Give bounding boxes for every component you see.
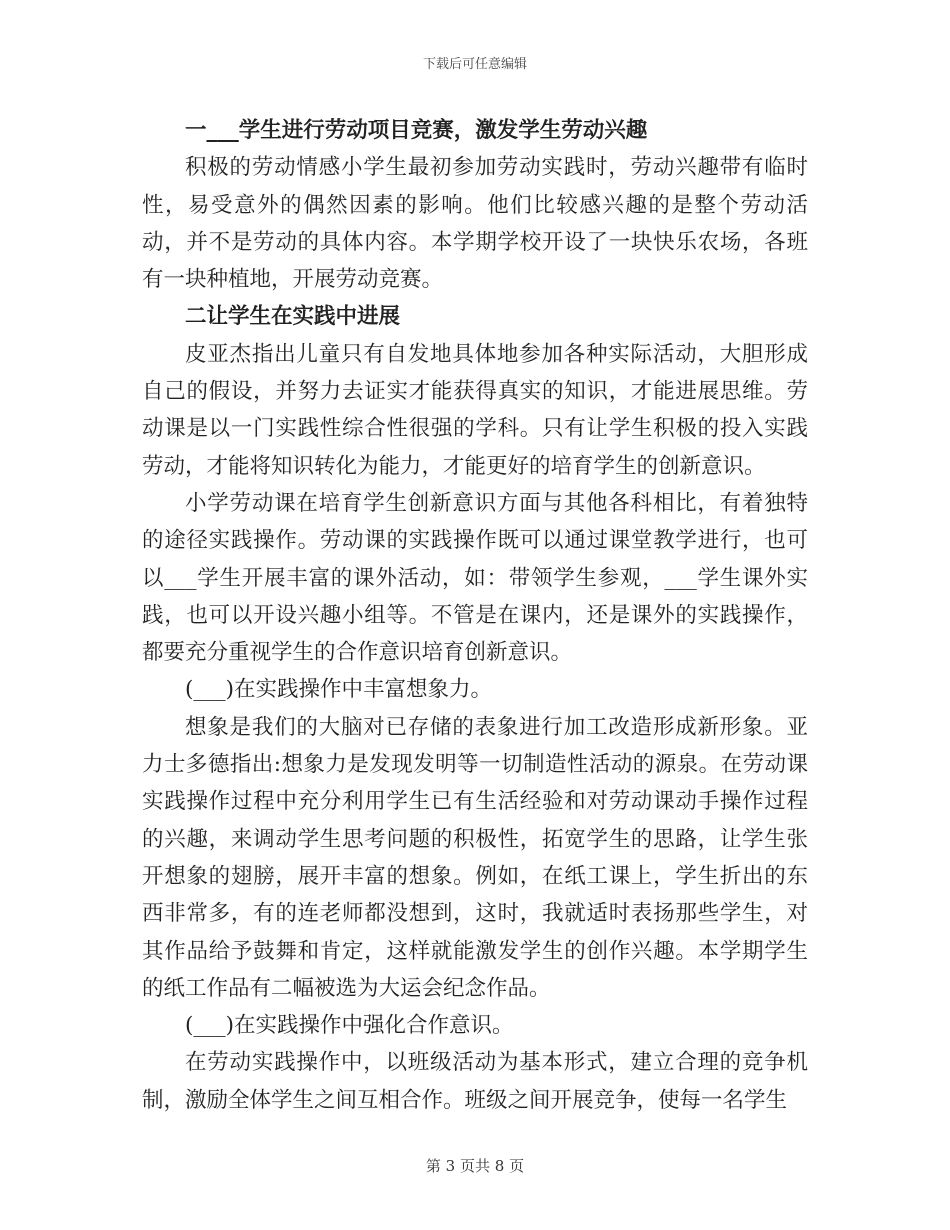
paragraph: 在劳动实践操作中，以班级活动为基本形式，建立合理的竞争机制，激励全体学生之间互相合作。班级之间开展竞争，使每一名学生 xyxy=(142,1050,808,1113)
document-body xyxy=(142,112,808,1119)
section-heading-1: 一___学生进行劳动项目竞赛，激发学生劳动兴趣 xyxy=(185,118,648,143)
paragraph: 小学劳动课在培育学生创新意识方面与其他各科相比，有着独特的途径实践操作。劳动课的实践操作既可以通过课堂教学进行，也可以___学生开展丰富的课外活动，如：带领学生参观，___学生课外实践，也可以开设兴趣小组等。不管是在课内，还是课外的实践操作，都要充分重视学生的合作意识培育创新意识。 xyxy=(142,490,808,666)
header-note: 下载后可任意编辑 xyxy=(422,57,527,72)
page-number: 第 3 页共 8 页 xyxy=(425,1157,525,1175)
section-heading-2: 二让学生在实践中进展 xyxy=(185,304,401,330)
subsection-heading: (___)在实践操作中强化合作意识。 xyxy=(185,1013,514,1039)
subsection-heading: (___)在实践操作中丰富想象力。 xyxy=(185,677,493,703)
paragraph: 积极的劳动情感小学生最初参加劳动实践时，劳动兴趣带有临时性，易受意外的偶然因素的影响。他们比较感兴趣的是整个劳动活动，并不是劳动的具体内容。本学期学校开设了一块快乐农场，各班有一块种植地，开展劳动竞赛。 xyxy=(142,155,808,293)
paragraph: 皮亚杰指出儿童只有自发地具体地参加各种实际活动，大胆形成自己的假设，并努力去证实才能获得真实的知识，才能进展思维。劳动课是以一门实践性综合性很强的学科。只有让学生积极的投入实践劳动，才能将知识转化为能力，才能更好的培育学生的创新意识。 xyxy=(142,341,808,479)
paragraph: 想象是我们的大脑对已存储的表象进行加工改造形成新形象。亚力士多德指出:想象力是发现发明等一切制造性活动的源泉。在劳动课实践操作过程中充分利用学生已有生活经验和对劳动课动手操作过程的兴趣，来调动学生思考问题的积极性，拓宽学生的思路，让学生张开想象的翅膀，展开丰富的想象。例如，在纸工课上，学生折出的东西非常多，有的连老师都没想到，这时，我就适时表扬那些学生，对其作品给予鼓舞和肯定，这样就能激发学生的创作兴趣。本学期学生的纸工作品有二幅被选为大运会纪念作品。 xyxy=(142,714,808,1001)
